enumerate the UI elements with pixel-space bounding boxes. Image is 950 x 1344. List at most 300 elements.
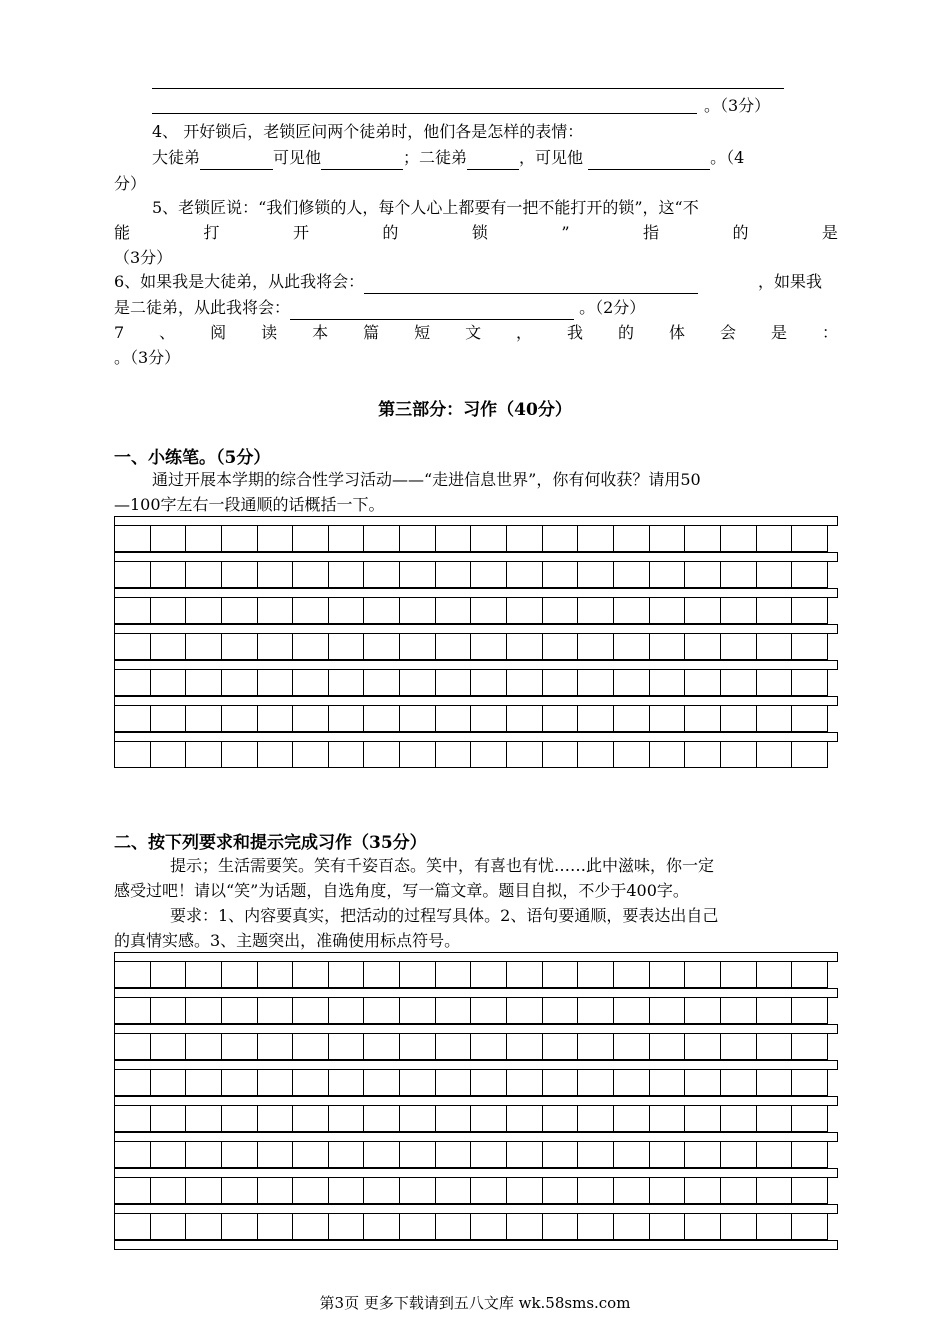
grid-cell[interactable] — [222, 706, 258, 732]
grid-cell[interactable] — [186, 1142, 222, 1168]
grid-cell[interactable] — [329, 598, 365, 624]
grid-cell[interactable] — [650, 598, 686, 624]
grid-cell[interactable] — [721, 1214, 757, 1240]
grid-cell[interactable] — [400, 634, 436, 660]
grid-cell[interactable] — [507, 1178, 543, 1204]
grid-cell[interactable] — [543, 1106, 579, 1132]
grid-cell[interactable] — [614, 634, 650, 660]
grid-cell[interactable] — [792, 1106, 828, 1132]
grid-cell[interactable] — [258, 706, 294, 732]
grid-cell[interactable] — [151, 526, 187, 552]
grid-cell[interactable] — [329, 1034, 365, 1060]
grid-cell[interactable] — [650, 962, 686, 988]
grid-cell[interactable] — [293, 1106, 329, 1132]
grid-cell[interactable] — [436, 634, 472, 660]
grid-cell[interactable] — [650, 998, 686, 1024]
grid-cell[interactable] — [650, 742, 686, 768]
grid-cell[interactable] — [685, 1142, 721, 1168]
grid-cell[interactable] — [293, 1070, 329, 1096]
grid-cell[interactable] — [400, 1178, 436, 1204]
grid-cell[interactable] — [757, 1178, 793, 1204]
grid-cell[interactable] — [578, 1034, 614, 1060]
grid-cell[interactable] — [364, 742, 400, 768]
grid-cell[interactable] — [507, 526, 543, 552]
grid-cell[interactable] — [186, 962, 222, 988]
grid-cell[interactable] — [364, 1034, 400, 1060]
grid-cell[interactable] — [222, 1034, 258, 1060]
grid-cell[interactable] — [614, 598, 650, 624]
grid-cell[interactable] — [721, 962, 757, 988]
grid-cell[interactable] — [436, 598, 472, 624]
grid-cell[interactable] — [685, 962, 721, 988]
grid-cell[interactable] — [151, 598, 187, 624]
grid-cell[interactable] — [578, 1142, 614, 1168]
grid-cell[interactable] — [222, 962, 258, 988]
grid-cell[interactable] — [507, 598, 543, 624]
grid-cell[interactable] — [721, 1034, 757, 1060]
grid-cell[interactable] — [115, 1034, 151, 1060]
grid-cell[interactable] — [685, 634, 721, 660]
grid-cell[interactable] — [685, 1214, 721, 1240]
grid-cell[interactable] — [222, 1106, 258, 1132]
grid-cell[interactable] — [115, 1214, 151, 1240]
grid-cell[interactable] — [721, 634, 757, 660]
grid-cell[interactable] — [685, 1106, 721, 1132]
grid-cell[interactable] — [115, 598, 151, 624]
grid-cell[interactable] — [685, 998, 721, 1024]
grid-cell[interactable] — [186, 1034, 222, 1060]
grid-cell[interactable] — [151, 998, 187, 1024]
grid-cell[interactable] — [115, 742, 151, 768]
grid-cell[interactable] — [115, 1106, 151, 1132]
grid-cell[interactable] — [400, 742, 436, 768]
grid-cell[interactable] — [507, 1214, 543, 1240]
grid-cell[interactable] — [614, 1106, 650, 1132]
grid-cell[interactable] — [151, 562, 187, 588]
grid-cell[interactable] — [543, 1178, 579, 1204]
grid-cell[interactable] — [471, 742, 507, 768]
grid-cell[interactable] — [400, 998, 436, 1024]
grid-cell[interactable] — [507, 1106, 543, 1132]
grid-cell[interactable] — [757, 598, 793, 624]
grid-cell[interactable] — [151, 1034, 187, 1060]
grid-cell[interactable] — [364, 706, 400, 732]
grid-cell[interactable] — [471, 598, 507, 624]
grid-cell[interactable] — [757, 742, 793, 768]
grid-cell[interactable] — [578, 742, 614, 768]
grid-cell[interactable] — [792, 562, 828, 588]
grid-cell[interactable] — [436, 526, 472, 552]
grid-cell[interactable] — [436, 1034, 472, 1060]
grid-cell[interactable] — [329, 962, 365, 988]
grid-cell[interactable] — [614, 706, 650, 732]
grid-cell[interactable] — [792, 962, 828, 988]
grid-cell[interactable] — [115, 634, 151, 660]
grid-cell[interactable] — [186, 706, 222, 732]
grid-cell[interactable] — [471, 670, 507, 696]
grid-cell[interactable] — [293, 706, 329, 732]
grid-cell[interactable] — [293, 526, 329, 552]
grid-cell[interactable] — [721, 1070, 757, 1096]
grid-cell[interactable] — [471, 962, 507, 988]
grid-cell[interactable] — [364, 670, 400, 696]
grid-cell[interactable] — [115, 1070, 151, 1096]
grid-cell[interactable] — [364, 1214, 400, 1240]
grid-cell[interactable] — [792, 998, 828, 1024]
grid-cell[interactable] — [578, 1178, 614, 1204]
grid-cell[interactable] — [400, 1106, 436, 1132]
grid-cell[interactable] — [471, 998, 507, 1024]
grid-cell[interactable] — [222, 562, 258, 588]
grid-cell[interactable] — [650, 1034, 686, 1060]
grid-cell[interactable] — [329, 742, 365, 768]
grid-cell[interactable] — [222, 526, 258, 552]
grid-cell[interactable] — [721, 598, 757, 624]
grid-cell[interactable] — [792, 706, 828, 732]
grid-cell[interactable] — [614, 962, 650, 988]
grid-cell[interactable] — [507, 634, 543, 660]
grid-cell[interactable] — [471, 706, 507, 732]
grid-cell[interactable] — [258, 1034, 294, 1060]
grid-cell[interactable] — [151, 1106, 187, 1132]
grid-cell[interactable] — [364, 634, 400, 660]
grid-cell[interactable] — [222, 998, 258, 1024]
grid-cell[interactable] — [650, 706, 686, 732]
grid-cell[interactable] — [757, 998, 793, 1024]
grid-cell[interactable] — [685, 562, 721, 588]
grid-cell[interactable] — [578, 526, 614, 552]
grid-cell[interactable] — [721, 1106, 757, 1132]
grid-cell[interactable] — [186, 670, 222, 696]
grid-cell[interactable] — [151, 634, 187, 660]
grid-cell[interactable] — [400, 526, 436, 552]
grid-cell[interactable] — [364, 598, 400, 624]
grid-cell[interactable] — [757, 1070, 793, 1096]
grid-cell[interactable] — [258, 562, 294, 588]
grid-cell[interactable] — [329, 526, 365, 552]
grid-cell[interactable] — [258, 1142, 294, 1168]
grid-cell[interactable] — [436, 670, 472, 696]
grid-cell[interactable] — [543, 562, 579, 588]
grid-cell[interactable] — [578, 670, 614, 696]
grid-cell[interactable] — [186, 742, 222, 768]
grid-cell[interactable] — [685, 1034, 721, 1060]
grid-cell[interactable] — [222, 634, 258, 660]
grid-cell[interactable] — [258, 1214, 294, 1240]
grid-cell[interactable] — [400, 1214, 436, 1240]
grid-cell[interactable] — [151, 670, 187, 696]
grid-cell[interactable] — [471, 1142, 507, 1168]
grid-cell[interactable] — [721, 998, 757, 1024]
grid-cell[interactable] — [757, 1214, 793, 1240]
grid-cell[interactable] — [792, 1034, 828, 1060]
grid-cell[interactable] — [721, 526, 757, 552]
grid-cell[interactable] — [650, 526, 686, 552]
grid-cell[interactable] — [293, 962, 329, 988]
grid-cell[interactable] — [792, 670, 828, 696]
grid-cell[interactable] — [543, 962, 579, 988]
grid-cell[interactable] — [186, 1178, 222, 1204]
grid-cell[interactable] — [650, 1070, 686, 1096]
grid-cell[interactable] — [471, 1178, 507, 1204]
grid-cell[interactable] — [436, 1106, 472, 1132]
grid-cell[interactable] — [186, 1070, 222, 1096]
grid-cell[interactable] — [151, 1178, 187, 1204]
grid-cell[interactable] — [400, 1034, 436, 1060]
grid-cell[interactable] — [186, 998, 222, 1024]
grid-cell[interactable] — [115, 962, 151, 988]
grid-cell[interactable] — [258, 598, 294, 624]
grid-cell[interactable] — [792, 526, 828, 552]
grid-cell[interactable] — [507, 962, 543, 988]
grid-cell[interactable] — [792, 598, 828, 624]
grid-cell[interactable] — [685, 598, 721, 624]
grid-cell[interactable] — [115, 562, 151, 588]
grid-cell[interactable] — [222, 1070, 258, 1096]
writing-grid-large[interactable] — [114, 952, 838, 1250]
grid-cell[interactable] — [293, 1034, 329, 1060]
grid-cell[interactable] — [792, 1214, 828, 1240]
grid-cell[interactable] — [507, 1034, 543, 1060]
grid-cell[interactable] — [792, 634, 828, 660]
grid-cell[interactable] — [543, 706, 579, 732]
grid-cell[interactable] — [364, 526, 400, 552]
grid-cell[interactable] — [186, 598, 222, 624]
grid-cell[interactable] — [543, 1142, 579, 1168]
grid-cell[interactable] — [471, 526, 507, 552]
grid-cell[interactable] — [258, 1178, 294, 1204]
grid-cell[interactable] — [578, 706, 614, 732]
grid-cell[interactable] — [329, 706, 365, 732]
grid-cell[interactable] — [650, 1142, 686, 1168]
grid-cell[interactable] — [258, 634, 294, 660]
grid-cell[interactable] — [151, 742, 187, 768]
grid-cell[interactable] — [151, 1214, 187, 1240]
grid-cell[interactable] — [792, 742, 828, 768]
grid-cell[interactable] — [115, 670, 151, 696]
grid-cell[interactable] — [757, 526, 793, 552]
grid-cell[interactable] — [614, 1142, 650, 1168]
grid-cell[interactable] — [293, 1214, 329, 1240]
grid-cell[interactable] — [186, 634, 222, 660]
grid-cell[interactable] — [650, 670, 686, 696]
grid-cell[interactable] — [614, 1178, 650, 1204]
grid-cell[interactable] — [293, 670, 329, 696]
grid-cell[interactable] — [186, 562, 222, 588]
grid-cell[interactable] — [543, 670, 579, 696]
grid-cell[interactable] — [578, 962, 614, 988]
grid-cell[interactable] — [436, 706, 472, 732]
grid-cell[interactable] — [258, 742, 294, 768]
grid-cell[interactable] — [721, 1178, 757, 1204]
grid-cell[interactable] — [614, 526, 650, 552]
grid-cell[interactable] — [471, 1070, 507, 1096]
grid-cell[interactable] — [400, 706, 436, 732]
grid-cell[interactable] — [471, 1214, 507, 1240]
grid-cell[interactable] — [650, 1106, 686, 1132]
grid-cell[interactable] — [507, 562, 543, 588]
grid-cell[interactable] — [364, 998, 400, 1024]
grid-cell[interactable] — [186, 526, 222, 552]
grid-cell[interactable] — [151, 962, 187, 988]
grid-cell[interactable] — [792, 1178, 828, 1204]
grid-cell[interactable] — [543, 526, 579, 552]
grid-cell[interactable] — [258, 962, 294, 988]
grid-cell[interactable] — [436, 1214, 472, 1240]
grid-cell[interactable] — [115, 998, 151, 1024]
grid-cell[interactable] — [507, 998, 543, 1024]
grid-cell[interactable] — [650, 1214, 686, 1240]
grid-cell[interactable] — [329, 1070, 365, 1096]
grid-cell[interactable] — [364, 1070, 400, 1096]
grid-cell[interactable] — [757, 1106, 793, 1132]
grid-cell[interactable] — [293, 634, 329, 660]
grid-cell[interactable] — [400, 1142, 436, 1168]
grid-cell[interactable] — [329, 1214, 365, 1240]
grid-cell[interactable] — [792, 1142, 828, 1168]
grid-cell[interactable] — [614, 1034, 650, 1060]
grid-cell[interactable] — [436, 962, 472, 988]
grid-cell[interactable] — [543, 742, 579, 768]
grid-cell[interactable] — [614, 670, 650, 696]
grid-cell[interactable] — [222, 670, 258, 696]
grid-cell[interactable] — [222, 1142, 258, 1168]
grid-cell[interactable] — [258, 998, 294, 1024]
grid-cell[interactable] — [222, 1178, 258, 1204]
grid-cell[interactable] — [721, 742, 757, 768]
grid-cell[interactable] — [507, 1070, 543, 1096]
grid-cell[interactable] — [614, 1214, 650, 1240]
grid-cell[interactable] — [115, 526, 151, 552]
grid-cell[interactable] — [364, 1178, 400, 1204]
grid-cell[interactable] — [614, 742, 650, 768]
grid-cell[interactable] — [685, 1070, 721, 1096]
grid-cell[interactable] — [258, 1070, 294, 1096]
grid-cell[interactable] — [721, 706, 757, 732]
grid-cell[interactable] — [293, 998, 329, 1024]
grid-cell[interactable] — [578, 998, 614, 1024]
grid-cell[interactable] — [543, 1214, 579, 1240]
grid-cell[interactable] — [543, 1070, 579, 1096]
grid-cell[interactable] — [578, 598, 614, 624]
grid-cell[interactable] — [578, 1070, 614, 1096]
grid-cell[interactable] — [757, 634, 793, 660]
grid-cell[interactable] — [757, 670, 793, 696]
grid-cell[interactable] — [543, 598, 579, 624]
grid-cell[interactable] — [329, 1106, 365, 1132]
grid-cell[interactable] — [757, 562, 793, 588]
grid-cell[interactable] — [222, 742, 258, 768]
grid-cell[interactable] — [685, 670, 721, 696]
grid-cell[interactable] — [507, 1142, 543, 1168]
grid-cell[interactable] — [578, 1214, 614, 1240]
grid-cell[interactable] — [721, 670, 757, 696]
grid-cell[interactable] — [115, 706, 151, 732]
grid-cell[interactable] — [115, 1178, 151, 1204]
grid-cell[interactable] — [721, 562, 757, 588]
grid-cell[interactable] — [685, 1178, 721, 1204]
grid-cell[interactable] — [258, 1106, 294, 1132]
grid-cell[interactable] — [757, 1034, 793, 1060]
grid-cell[interactable] — [685, 526, 721, 552]
grid-cell[interactable] — [436, 1070, 472, 1096]
grid-cell[interactable] — [329, 634, 365, 660]
grid-cell[interactable] — [329, 562, 365, 588]
grid-cell[interactable] — [400, 670, 436, 696]
grid-cell[interactable] — [757, 962, 793, 988]
grid-cell[interactable] — [364, 562, 400, 588]
grid-cell[interactable] — [258, 670, 294, 696]
grid-cell[interactable] — [757, 1142, 793, 1168]
grid-cell[interactable] — [578, 562, 614, 588]
grid-cell[interactable] — [293, 742, 329, 768]
grid-cell[interactable] — [436, 1178, 472, 1204]
grid-cell[interactable] — [578, 1106, 614, 1132]
grid-cell[interactable] — [293, 598, 329, 624]
grid-cell[interactable] — [650, 1178, 686, 1204]
grid-cell[interactable] — [151, 1070, 187, 1096]
grid-cell[interactable] — [614, 562, 650, 588]
grid-cell[interactable] — [436, 1142, 472, 1168]
grid-cell[interactable] — [757, 706, 793, 732]
grid-cell[interactable] — [151, 706, 187, 732]
grid-cell[interactable] — [543, 1034, 579, 1060]
grid-cell[interactable] — [721, 1142, 757, 1168]
grid-cell[interactable] — [400, 962, 436, 988]
grid-cell[interactable] — [293, 1142, 329, 1168]
grid-cell[interactable] — [400, 598, 436, 624]
grid-cell[interactable] — [222, 598, 258, 624]
grid-cell[interactable] — [543, 998, 579, 1024]
grid-cell[interactable] — [329, 1178, 365, 1204]
grid-cell[interactable] — [543, 634, 579, 660]
grid-cell[interactable] — [293, 1178, 329, 1204]
grid-cell[interactable] — [471, 562, 507, 588]
grid-cell[interactable] — [400, 1070, 436, 1096]
grid-cell[interactable] — [186, 1106, 222, 1132]
grid-cell[interactable] — [614, 1070, 650, 1096]
grid-cell[interactable] — [400, 562, 436, 588]
grid-cell[interactable] — [258, 526, 294, 552]
grid-cell[interactable] — [329, 1142, 365, 1168]
grid-cell[interactable] — [578, 634, 614, 660]
grid-cell[interactable] — [471, 634, 507, 660]
grid-cell[interactable] — [507, 670, 543, 696]
writing-grid-small[interactable] — [114, 516, 838, 768]
grid-cell[interactable] — [436, 998, 472, 1024]
grid-cell[interactable] — [186, 1214, 222, 1240]
grid-cell[interactable] — [329, 998, 365, 1024]
grid-cell[interactable] — [364, 1142, 400, 1168]
grid-cell[interactable] — [222, 1214, 258, 1240]
grid-cell[interactable] — [471, 1034, 507, 1060]
grid-cell[interactable] — [650, 634, 686, 660]
grid-cell[interactable] — [507, 742, 543, 768]
grid-cell[interactable] — [293, 562, 329, 588]
grid-cell[interactable] — [507, 706, 543, 732]
grid-cell[interactable] — [685, 706, 721, 732]
grid-cell[interactable] — [614, 998, 650, 1024]
grid-cell[interactable] — [329, 670, 365, 696]
grid-cell[interactable] — [650, 562, 686, 588]
grid-cell[interactable] — [364, 962, 400, 988]
grid-cell[interactable] — [685, 742, 721, 768]
grid-cell[interactable] — [364, 1106, 400, 1132]
grid-cell[interactable] — [436, 562, 472, 588]
grid-cell[interactable] — [151, 1142, 187, 1168]
grid-cell[interactable] — [792, 1070, 828, 1096]
grid-cell[interactable] — [436, 742, 472, 768]
